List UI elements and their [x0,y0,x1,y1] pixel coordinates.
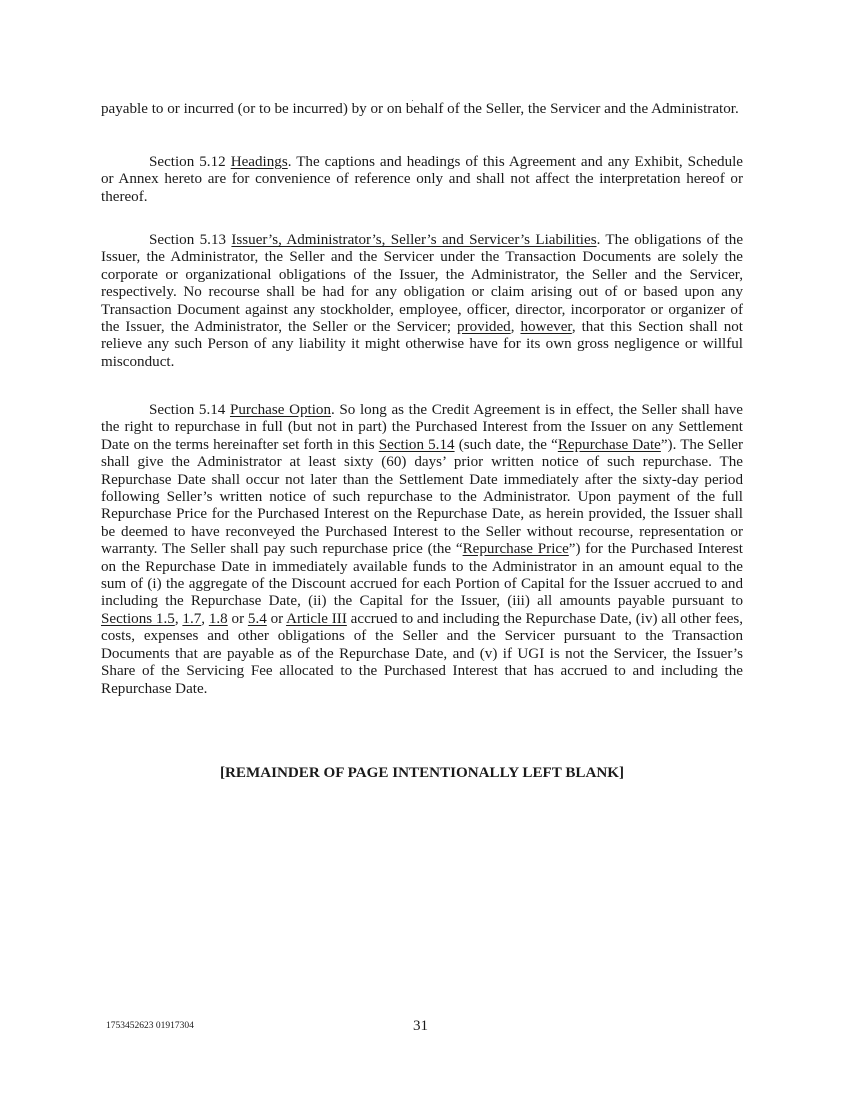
footer-page-number: 31 [413,1018,429,1034]
continuation-paragraph: payable to or incurred (or to be incurred) by or on behalf of the Seller, the Servicer and the Administrator. [101,101,739,117]
section-5-12-paragraph: Section 5.12 Headings. The captions and headings of this Agreement and any Exhibit, Schedule or Annex hereto are for convenience of reference only and shall not affect the interpretation hereof or thereof. [101,154,744,205]
section-title: Headings [230,154,288,170]
article-reference: Article III [286,610,347,627]
section-title: Purchase Option [229,402,332,418]
section-title: Issuer’s, Administrator’s, Seller’s and Servicer’s Liabilities [231,232,597,248]
section-reference: 1.8 [208,610,228,627]
section-reference: Sections 1.5 [101,610,175,627]
section-5-14-paragraph: Section 5.14 Purchase Option. So long as the Credit Agreement is in effect, the Seller shall have the right to repurchase in full (but not in part) the Purchased Interest from the Issuer on any Settlement Date on the terms hereinafter set forth in this Section 5.14 (such date, the “Repurchase Date”). The Seller shall give the Administrator at least sixty (60) days’ prior written notice of such repurchase. The Repurchase Date shall occur not later than the Settlement Date immediately after the sixty-day period following Seller’s written notice of such repurchase to the Administrator. Upon payment of the full Repurchase Price for the Purchased Interest on the Repurchase Date, as herein provided, the Issuer shall be deemed to have reconveyed the Purchased Interest to the Seller without recourse, representation or warranty. The Seller shall pay such repurchase price (the “Repurchase Price”) for the Purchased Interest on the Repurchase Date in immediately available funds to the Administrator in an amount equal to the sum of (i) the aggregate of the Discount accrued for each Portion of Capital for the Issuer accrued to and including the Repurchase Date, (ii) the Capital for the Issuer, (iii) all amounts payable pursuant to Sections 1.5, 1.7, 1.8 or 5.4 or Article III accrued to and including the Repurchase Date, (iv) all other fees, costs, expenses and other obligations of the Seller and the Servicer pursuant to the Transaction Documents that are payable as of the Repurchase Date, and (v) if UGI is not the Servicer, the Issuer’s Share of the Servicing Fee allocated to the Purchased Interest that has accrued to and including the Repurchase Date. [101,402,744,697]
remainder-notice: [REMAINDER OF PAGE INTENTIONALLY LEFT BLANK] [219,765,625,781]
section-reference: 1.7 [182,610,202,627]
section-reference: Section 5.14 [378,436,455,453]
footer-document-id: 1753452623 01917304 [106,1021,194,1031]
provided-term: provided [457,319,511,336]
section-reference: 5.4 [247,610,267,627]
section-number: Section 5.13 [149,232,227,248]
section-number: Section 5.12 [149,154,226,170]
section-5-13-paragraph: Section 5.13 Issuer’s, Administrator’s, Seller’s and Servicer’s Liabilities. The obligations of the Issuer, the Administrator, the Seller and the Servicer under the Transaction Documents are solely the corporate or organizational obligations of the Issuer, the Administrator, the Seller and the Servicer, respectively. No recourse shall be had for any obligation or claim arising out of or based upon any Transaction Document against any stockholder, employee, officer, director, incorporator or organizer of the Issuer, the Administrator, the Seller or the Servicer; provided, however, that this Section shall not relieve any such Person of any liability it might otherwise have for its own gross negligence or willful misconduct. [101,232,744,370]
defined-term: Repurchase Price [462,541,569,558]
however-term: however [520,319,572,336]
section-number: Section 5.14 [149,402,226,418]
defined-term: Repurchase Date [557,436,661,453]
